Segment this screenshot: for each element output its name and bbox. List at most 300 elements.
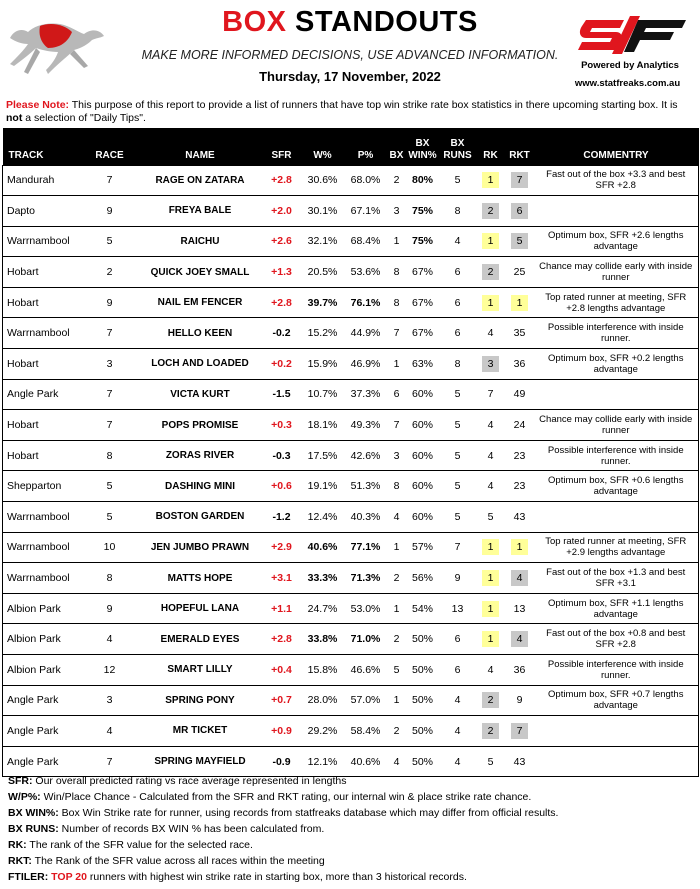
rank-total-badge: 1 xyxy=(511,295,528,311)
cell-box: 7 xyxy=(388,318,406,349)
cell-box-win: 50% xyxy=(406,746,440,777)
col-box: BX xyxy=(388,128,406,165)
cell-race: 12 xyxy=(81,655,139,686)
cell-commentry: Top rated runner at meeting, SFR +2.8 lengths advantage xyxy=(534,287,699,318)
legend xyxy=(8,773,698,885)
rank-total-badge: 43 xyxy=(513,510,526,523)
cell-sfr: +2.8 xyxy=(262,624,302,655)
cell-win-pct: 19.1% xyxy=(302,471,344,502)
cell-sfr: -1.2 xyxy=(262,502,302,533)
rank-total-badge: 4 xyxy=(511,631,528,647)
cell-box: 8 xyxy=(388,287,406,318)
rank-total-badge: 7 xyxy=(511,723,528,739)
cell-box-runs: 4 xyxy=(440,685,476,716)
cell-track: Hobart xyxy=(3,440,81,471)
table-row xyxy=(3,410,699,441)
cell-box: 8 xyxy=(388,257,406,288)
cell-race: 4 xyxy=(81,716,139,747)
cell-rkt xyxy=(506,655,534,686)
table-row xyxy=(3,593,699,624)
cell-sfr: +2.6 xyxy=(262,226,302,257)
cell-box-win: 67% xyxy=(406,287,440,318)
legend-line: SFR: Our overall predicted rating vs race average represented in lengths xyxy=(8,775,347,787)
cell-win-pct: 32.1% xyxy=(302,226,344,257)
cell-box-runs: 5 xyxy=(440,502,476,533)
cell-track: Albion Park xyxy=(3,593,81,624)
cell-place-pct: 57.0% xyxy=(344,685,388,716)
legend-ftiler: FTILER: TOP 20 runners with highest win strike rate in starting box, more than 3 historical records. xyxy=(8,871,467,883)
cell-box-runs: 9 xyxy=(440,563,476,594)
cell-track: Angle Park xyxy=(3,685,81,716)
cell-box-win: 75% xyxy=(406,226,440,257)
cell-box-runs: 6 xyxy=(440,318,476,349)
cell-rkt xyxy=(506,379,534,410)
rank-total-badge: 7 xyxy=(511,172,528,188)
cell-win-pct: 33.3% xyxy=(302,563,344,594)
cell-box-runs: 5 xyxy=(440,379,476,410)
svg-text:SF: SF xyxy=(578,12,580,13)
cell-box-win: 50% xyxy=(406,655,440,686)
cell-race: 7 xyxy=(81,379,139,410)
cell-place-pct: 58.4% xyxy=(344,716,388,747)
cell-rk xyxy=(476,318,506,349)
cell-rk xyxy=(476,257,506,288)
rank-badge: 4 xyxy=(487,449,494,462)
cell-box-win: 56% xyxy=(406,563,440,594)
cell-win-pct: 15.2% xyxy=(302,318,344,349)
cell-place-pct: 71.0% xyxy=(344,624,388,655)
cell-race: 9 xyxy=(81,196,139,227)
cell-box: 7 xyxy=(388,410,406,441)
cell-sfr: +0.4 xyxy=(262,655,302,686)
cell-name: JEN JUMBO PRAWN xyxy=(139,532,262,563)
cell-box-win: 75% xyxy=(406,196,440,227)
cell-commentry: Fast out of the box +3.3 and best SFR +2.8 xyxy=(534,165,699,196)
cell-box-runs: 8 xyxy=(440,349,476,380)
cell-track: Albion Park xyxy=(3,655,81,686)
cell-place-pct: 37.3% xyxy=(344,379,388,410)
rank-badge: 1 xyxy=(482,601,499,617)
cell-sfr: +0.9 xyxy=(262,716,302,747)
cell-box-runs: 7 xyxy=(440,532,476,563)
cell-track: Hobart xyxy=(3,349,81,380)
cell-box-runs: 4 xyxy=(440,716,476,747)
table-row xyxy=(3,257,699,288)
cell-win-pct: 15.9% xyxy=(302,349,344,380)
cell-commentry xyxy=(534,196,699,227)
cell-name: MATTS HOPE xyxy=(139,563,262,594)
cell-track: Albion Park xyxy=(3,624,81,655)
cell-win-pct: 40.6% xyxy=(302,532,344,563)
cell-race: 5 xyxy=(81,471,139,502)
cell-box-win: 50% xyxy=(406,685,440,716)
cell-win-pct: 15.8% xyxy=(302,655,344,686)
cell-rkt xyxy=(506,349,534,380)
cell-rkt xyxy=(506,287,534,318)
cell-commentry: Top rated runner at meeting, SFR +2.9 lengths advantage xyxy=(534,532,699,563)
cell-box-win: 57% xyxy=(406,532,440,563)
powered-by-text: Powered by Analytics xyxy=(581,60,679,71)
col-place-pct: P% xyxy=(344,128,388,165)
cell-sfr: -0.9 xyxy=(262,746,302,777)
cell-sfr: -0.2 xyxy=(262,318,302,349)
cell-race: 7 xyxy=(81,746,139,777)
cell-box: 2 xyxy=(388,563,406,594)
cell-rk xyxy=(476,287,506,318)
rank-badge: 4 xyxy=(487,480,494,493)
report-header xyxy=(0,0,700,98)
cell-box-win: 60% xyxy=(406,379,440,410)
col-track: TRACK xyxy=(3,128,81,165)
cell-race: 3 xyxy=(81,685,139,716)
cell-box-win: 80% xyxy=(406,165,440,196)
cell-box-win: 50% xyxy=(406,716,440,747)
cell-box-runs: 6 xyxy=(440,624,476,655)
cell-rkt xyxy=(506,502,534,533)
cell-name: QUICK JOEY SMALL xyxy=(139,257,262,288)
rank-total-badge: 4 xyxy=(511,570,528,586)
cell-box-runs: 5 xyxy=(440,410,476,441)
cell-sfr: +2.0 xyxy=(262,196,302,227)
table-header-row xyxy=(3,128,699,165)
cell-box-win: 50% xyxy=(406,624,440,655)
cell-track: Hobart xyxy=(3,257,81,288)
cell-commentry: Optimum box, SFR +1.1 lengths advantage xyxy=(534,593,699,624)
table-row xyxy=(3,502,699,533)
rank-total-badge: 36 xyxy=(513,357,526,370)
cell-place-pct: 53.6% xyxy=(344,257,388,288)
cell-sfr: +0.7 xyxy=(262,685,302,716)
col-sfr: SFR xyxy=(262,128,302,165)
cell-place-pct: 42.6% xyxy=(344,440,388,471)
cell-rk xyxy=(476,593,506,624)
cell-box-runs: 8 xyxy=(440,196,476,227)
cell-race: 7 xyxy=(81,318,139,349)
rank-total-badge: 36 xyxy=(513,663,526,676)
cell-place-pct: 68.0% xyxy=(344,165,388,196)
cell-box-runs: 5 xyxy=(440,471,476,502)
cell-name: VICTA KURT xyxy=(139,379,262,410)
table-row xyxy=(3,287,699,318)
cell-rk xyxy=(476,471,506,502)
cell-box-runs: 6 xyxy=(440,655,476,686)
cell-race: 7 xyxy=(81,410,139,441)
cell-win-pct: 12.1% xyxy=(302,746,344,777)
cell-sfr: -1.5 xyxy=(262,379,302,410)
cell-sfr: +0.2 xyxy=(262,349,302,380)
cell-place-pct: 49.3% xyxy=(344,410,388,441)
rank-badge: 2 xyxy=(482,264,499,280)
rank-badge: 5 xyxy=(487,510,494,523)
cell-box-runs: 13 xyxy=(440,593,476,624)
cell-rk xyxy=(476,655,506,686)
cell-win-pct: 33.8% xyxy=(302,624,344,655)
cell-rkt xyxy=(506,685,534,716)
cell-name: EMERALD EYES xyxy=(139,624,262,655)
rank-badge: 2 xyxy=(482,203,499,219)
cell-commentry: Fast out of the box +0.8 and best SFR +2.8 xyxy=(534,624,699,655)
table-row xyxy=(3,196,699,227)
disclaimer-note: Please Note: This purpose of this report to provide a list of runners that have top win strike rate box statistics in there upcoming starting box. It is not a selection of "Daily Tips". xyxy=(6,99,678,124)
cell-box: 1 xyxy=(388,593,406,624)
cell-rkt xyxy=(506,257,534,288)
cell-name: HOPEFUL LANA xyxy=(139,593,262,624)
cell-commentry: Fast out of the box +1.3 and best SFR +3.1 xyxy=(534,563,699,594)
table-row xyxy=(3,563,699,594)
cell-track: Dapto xyxy=(3,196,81,227)
cell-commentry: Optimum box, SFR +0.7 lengths advantage xyxy=(534,685,699,716)
cell-name: SMART LILLY xyxy=(139,655,262,686)
cell-box-win: 67% xyxy=(406,318,440,349)
cell-box: 6 xyxy=(388,379,406,410)
table-row xyxy=(3,471,699,502)
cell-track: Mandurah xyxy=(3,165,81,196)
cell-name: POPS PROMISE xyxy=(139,410,262,441)
cell-race: 5 xyxy=(81,226,139,257)
cell-track: Warrnambool xyxy=(3,532,81,563)
table-row xyxy=(3,165,699,196)
cell-place-pct: 51.3% xyxy=(344,471,388,502)
rank-badge: 1 xyxy=(482,631,499,647)
table-row xyxy=(3,716,699,747)
cell-sfr: -0.3 xyxy=(262,440,302,471)
box-standouts-table xyxy=(2,128,699,777)
website-link[interactable]: www.statfreaks.com.au xyxy=(574,78,681,89)
cell-commentry: Optimum box, SFR +2.6 lengths advantage xyxy=(534,226,699,257)
cell-rkt xyxy=(506,593,534,624)
cell-sfr: +0.6 xyxy=(262,471,302,502)
rank-total-badge: 23 xyxy=(513,449,526,462)
cell-commentry: Chance may collide early with inside runner xyxy=(534,257,699,288)
cell-commentry: Possible interference with inside runner. xyxy=(534,440,699,471)
rank-badge: 2 xyxy=(482,692,499,708)
cell-sfr: +1.3 xyxy=(262,257,302,288)
cell-commentry: Chance may collide early with inside runner xyxy=(534,410,699,441)
rank-badge: 2 xyxy=(482,723,499,739)
cell-place-pct: 77.1% xyxy=(344,532,388,563)
rank-total-badge: 23 xyxy=(513,480,526,493)
cell-name: RAGE ON ZATARA xyxy=(139,165,262,196)
cell-track: Shepparton xyxy=(3,471,81,502)
page-subtitle: MAKE MORE INFORMED DECISIONS, USE ADVANCED INFORMATION. xyxy=(141,48,559,62)
legend-line: BX WIN%: Box Win Strike rate for runner, using records from statfreaks database which may differ from official results. xyxy=(8,807,559,819)
cell-commentry xyxy=(534,502,699,533)
cell-commentry xyxy=(534,716,699,747)
cell-win-pct: 17.5% xyxy=(302,440,344,471)
cell-rk xyxy=(476,165,506,196)
rank-badge: 3 xyxy=(482,356,499,372)
cell-win-pct: 18.1% xyxy=(302,410,344,441)
cell-box-win: 60% xyxy=(406,410,440,441)
cell-rkt xyxy=(506,165,534,196)
cell-rkt xyxy=(506,716,534,747)
cell-rkt xyxy=(506,226,534,257)
cell-win-pct: 20.5% xyxy=(302,257,344,288)
cell-rkt xyxy=(506,410,534,441)
cell-sfr: +2.8 xyxy=(262,165,302,196)
cell-place-pct: 40.6% xyxy=(344,746,388,777)
cell-rkt xyxy=(506,471,534,502)
cell-box: 8 xyxy=(388,471,406,502)
cell-name: MR TICKET xyxy=(139,716,262,747)
cell-track: Warrnambool xyxy=(3,502,81,533)
cell-sfr: +2.8 xyxy=(262,287,302,318)
cell-race: 5 xyxy=(81,502,139,533)
rank-badge: 1 xyxy=(482,295,499,311)
cell-race: 9 xyxy=(81,593,139,624)
cell-place-pct: 68.4% xyxy=(344,226,388,257)
cell-track: Angle Park xyxy=(3,716,81,747)
cell-name: SPRING PONY xyxy=(139,685,262,716)
cell-track: Hobart xyxy=(3,410,81,441)
rank-badge: 7 xyxy=(487,388,494,401)
table-row xyxy=(3,685,699,716)
cell-track: Angle Park xyxy=(3,379,81,410)
cell-name: DASHING MINI xyxy=(139,471,262,502)
cell-race: 8 xyxy=(81,440,139,471)
cell-win-pct: 39.7% xyxy=(302,287,344,318)
cell-box-runs: 6 xyxy=(440,257,476,288)
cell-place-pct: 67.1% xyxy=(344,196,388,227)
cell-win-pct: 12.4% xyxy=(302,502,344,533)
cell-rk xyxy=(476,440,506,471)
cell-box-win: 54% xyxy=(406,593,440,624)
table-row xyxy=(3,655,699,686)
cell-box: 1 xyxy=(388,685,406,716)
cell-rkt xyxy=(506,532,534,563)
table-row xyxy=(3,349,699,380)
cell-box-runs: 6 xyxy=(440,287,476,318)
cell-box: 1 xyxy=(388,349,406,380)
table-row xyxy=(3,532,699,563)
cell-rk xyxy=(476,502,506,533)
rank-total-badge: 1 xyxy=(511,539,528,555)
cell-rkt xyxy=(506,196,534,227)
col-race: RACE xyxy=(81,128,139,165)
col-name: NAME xyxy=(139,128,262,165)
cell-rk xyxy=(476,563,506,594)
cell-rkt xyxy=(506,624,534,655)
cell-box: 4 xyxy=(388,746,406,777)
cell-sfr: +2.9 xyxy=(262,532,302,563)
cell-commentry: Possible interference with inside runner. xyxy=(534,655,699,686)
cell-rk xyxy=(476,685,506,716)
legend-line: RKT: The Rank of the SFR value across all races within the meeting xyxy=(8,855,325,867)
rank-total-badge: 13 xyxy=(513,602,526,615)
cell-track: Warrnambool xyxy=(3,563,81,594)
cell-place-pct: 46.9% xyxy=(344,349,388,380)
cell-rk xyxy=(476,410,506,441)
rank-badge: 1 xyxy=(482,539,499,555)
cell-box-runs: 5 xyxy=(440,165,476,196)
cell-name: BOSTON GARDEN xyxy=(139,502,262,533)
cell-rk xyxy=(476,226,506,257)
cell-box-runs: 4 xyxy=(440,226,476,257)
cell-box-win: 60% xyxy=(406,471,440,502)
cell-race: 9 xyxy=(81,287,139,318)
cell-name: LOCH AND LOADED xyxy=(139,349,262,380)
rank-badge: 1 xyxy=(482,570,499,586)
rank-badge: 4 xyxy=(487,419,494,432)
cell-rkt xyxy=(506,318,534,349)
table-row xyxy=(3,318,699,349)
cell-rk xyxy=(476,716,506,747)
rank-total-badge: 24 xyxy=(513,419,526,432)
legend-line: RK: The rank of the SFR value for the selected race. xyxy=(8,839,253,851)
cell-win-pct: 28.0% xyxy=(302,685,344,716)
cell-race: 10 xyxy=(81,532,139,563)
rank-badge: 4 xyxy=(487,663,494,676)
cell-rk xyxy=(476,196,506,227)
table-row xyxy=(3,379,699,410)
cell-place-pct: 53.0% xyxy=(344,593,388,624)
cell-rk xyxy=(476,624,506,655)
col-rkt: RKT xyxy=(506,128,534,165)
col-box-runs: BX RUNS xyxy=(440,128,476,165)
cell-box: 5 xyxy=(388,655,406,686)
cell-box-win: 67% xyxy=(406,257,440,288)
col-commentry: COMMENTRY xyxy=(534,128,699,165)
cell-win-pct: 10.7% xyxy=(302,379,344,410)
report-date: Thursday, 17 November, 2022 xyxy=(259,69,441,84)
cell-box: 4 xyxy=(388,502,406,533)
cell-race: 7 xyxy=(81,165,139,196)
cell-win-pct: 29.2% xyxy=(302,716,344,747)
cell-race: 2 xyxy=(81,257,139,288)
cell-track: Angle Park xyxy=(3,746,81,777)
rank-badge: 5 xyxy=(487,755,494,768)
cell-box: 2 xyxy=(388,165,406,196)
cell-name: FREYA BALE xyxy=(139,196,262,227)
rank-badge: 1 xyxy=(482,233,499,249)
rank-total-badge: 35 xyxy=(513,327,526,340)
cell-name: NAIL EM FENCER xyxy=(139,287,262,318)
cell-name: HELLO KEEN xyxy=(139,318,262,349)
cell-commentry xyxy=(534,379,699,410)
cell-race: 8 xyxy=(81,563,139,594)
legend-line: BX RUNS: Number of records BX WIN % has been calculated from. xyxy=(8,823,325,835)
cell-rk xyxy=(476,379,506,410)
cell-box-win: 60% xyxy=(406,502,440,533)
cell-place-pct: 44.9% xyxy=(344,318,388,349)
cell-sfr: +0.3 xyxy=(262,410,302,441)
cell-name: ZORAS RIVER xyxy=(139,440,262,471)
cell-commentry: Optimum box, SFR +0.6 lengths advantage xyxy=(534,471,699,502)
col-rk: RK xyxy=(476,128,506,165)
rank-total-badge: 49 xyxy=(513,388,526,401)
cell-box: 3 xyxy=(388,440,406,471)
statfreaks-logo-icon xyxy=(578,12,688,58)
cell-track: Warrnambool xyxy=(3,318,81,349)
page-title: BOX STANDOUTS xyxy=(222,6,478,38)
rank-badge: 4 xyxy=(487,327,494,340)
cell-rk xyxy=(476,349,506,380)
cell-track: Hobart xyxy=(3,287,81,318)
table-row xyxy=(3,624,699,655)
rank-total-badge: 6 xyxy=(511,203,528,219)
cell-rkt xyxy=(506,563,534,594)
cell-box-runs: 4 xyxy=(440,746,476,777)
cell-sfr: +3.1 xyxy=(262,563,302,594)
rank-total-badge: 5 xyxy=(511,233,528,249)
rank-total-badge: 9 xyxy=(516,694,523,707)
col-win-pct: W% xyxy=(302,128,344,165)
cell-box-win: 60% xyxy=(406,440,440,471)
cell-box: 1 xyxy=(388,532,406,563)
cell-rk xyxy=(476,532,506,563)
rank-total-badge: 25 xyxy=(513,266,526,279)
cell-box: 2 xyxy=(388,716,406,747)
